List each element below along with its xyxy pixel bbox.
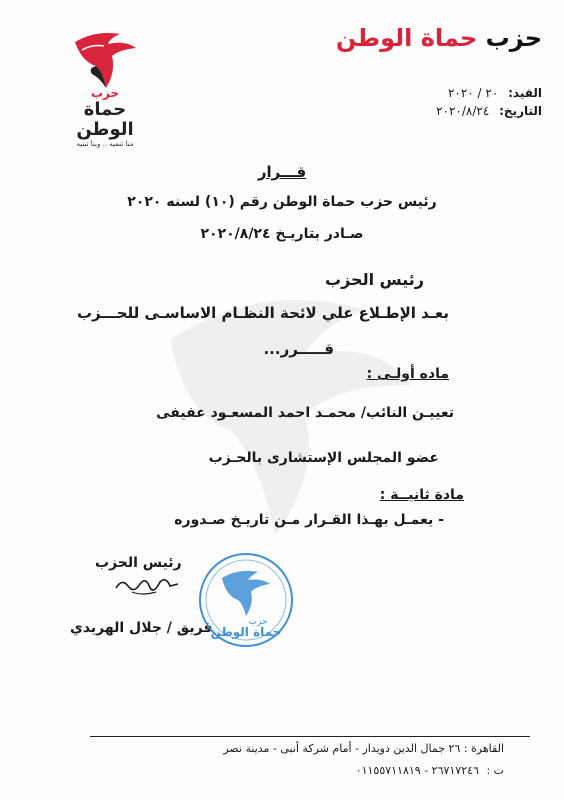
- handwritten-signature: [112, 572, 182, 598]
- reference-line: [448, 86, 542, 100]
- party-name: حماة الوطن: [335, 24, 478, 52]
- footer-address: القاهرة : ٢٦ جمال الدين دويدار - أمام شركة أنبى - مدينة نصر: [223, 742, 504, 755]
- party-logo: [60, 28, 150, 148]
- chief-heading: رئيس الحزب: [325, 270, 424, 289]
- decision-title: رئيس حزب حماة الوطن رقم (١٠) لسنه ٢٠٢٠: [127, 194, 437, 210]
- stamp-party-name: حماة الوطن: [210, 625, 282, 639]
- phone-label: ت :: [486, 764, 504, 777]
- member-role-line: عضو المجلس الإستشارى بالحـزب: [208, 450, 439, 466]
- eagle-watermark: [140, 250, 440, 550]
- signature-title: رئيس الحزب: [95, 555, 182, 571]
- logo-party-word: حزب: [90, 86, 120, 100]
- effective-line: - يعمـل بهـذا القـرار مـن تاريـخ صـدوره: [174, 512, 444, 528]
- after-review-line: بعـد الإطـلاع علي لائحة النظـام الاساسـى للحـــزب: [76, 304, 449, 322]
- date-label: التاريخ:: [499, 104, 542, 118]
- logo-party-name: حماة الوطن: [76, 99, 134, 140]
- party-stamp: [196, 550, 296, 650]
- party-word: حزب: [485, 24, 542, 52]
- footer-phone: [356, 764, 504, 777]
- article-two-label: مادة ثانيــة :: [379, 487, 464, 503]
- reference-label: القيد:: [508, 86, 542, 100]
- eagle-logo-icon: [70, 28, 140, 90]
- signatory-name: فريق / جلال الهريدي: [70, 620, 213, 636]
- reference-value: ٢٠ / ٢٠٢٠: [447, 86, 499, 100]
- decides-line: قـــــرر...: [263, 340, 334, 358]
- date-value: ٢٠٢٠/٨/٢٤: [436, 104, 490, 118]
- date-line: [436, 104, 542, 118]
- footer-divider: [90, 736, 530, 737]
- phone-value: ٢٦٧١٧٢٤٦ - ٠١١٥٥٧١١٨١٩: [355, 764, 479, 777]
- appointment-line: تعييـن النائب/ محمـد احمد المسعـود عفيفى: [156, 405, 454, 421]
- logo-tagline: منا تنميه .. وبنا تبنيه: [76, 140, 134, 148]
- decision-label: قـــرار: [257, 163, 307, 181]
- stamp-party-word: حزب: [248, 617, 268, 627]
- party-title: [336, 24, 542, 52]
- decision-issued-date: صـادر بتاريـخ ٢٠٢٠/٨/٢٤: [200, 226, 364, 242]
- article-one-label: ماده أولـى :: [366, 366, 449, 382]
